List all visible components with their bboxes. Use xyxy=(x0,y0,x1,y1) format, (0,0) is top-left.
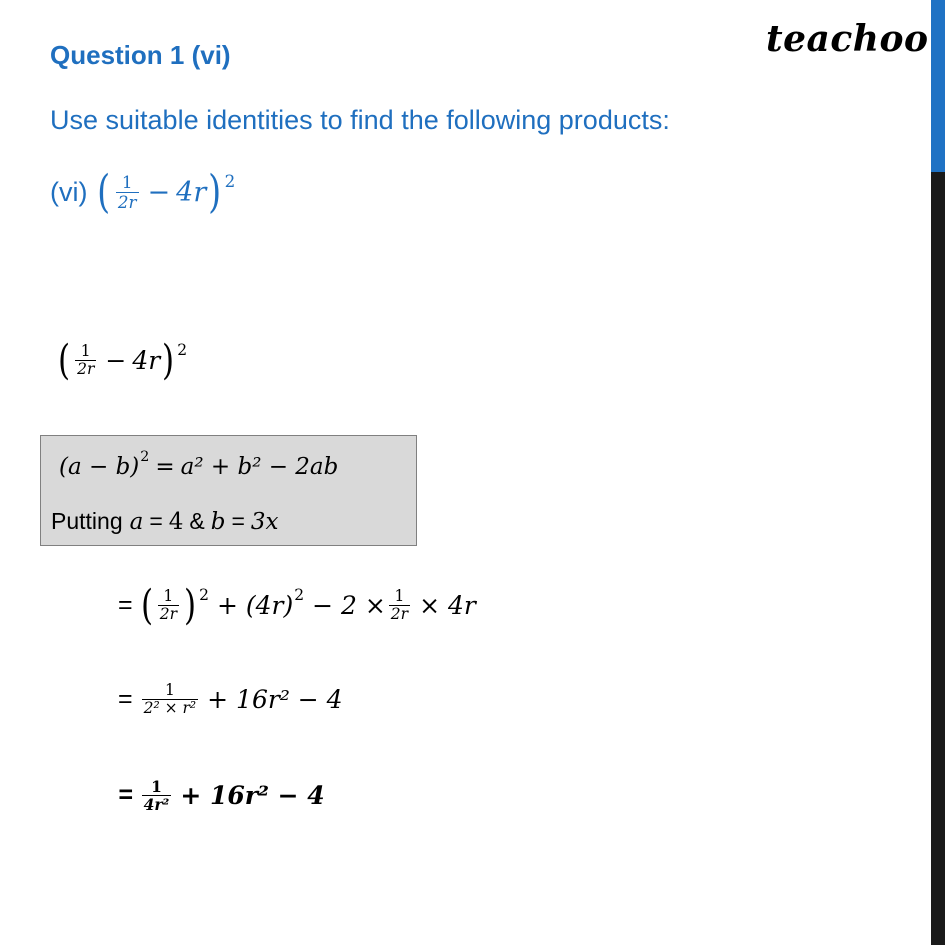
question-title: Question 1 (vi) xyxy=(50,40,231,70)
fraction: $\frac{1}{2r}$ xyxy=(117,172,137,212)
question-instruction: Use suitable identities to find the following products: xyxy=(50,105,670,135)
part-label: (vi) xyxy=(50,176,88,207)
fraction: $\frac{1}{\text{2² × r²}}$ xyxy=(143,681,197,718)
fraction: $\frac{1}{2r}$ xyxy=(159,587,177,624)
identity-box xyxy=(40,435,417,546)
sidebar-accent xyxy=(931,0,945,172)
identity-formula: (a − b) 2 = a² + b² − 2ab xyxy=(59,449,339,480)
fraction: $\frac{1}{2r}$ xyxy=(390,587,409,624)
right-paren: ) xyxy=(208,166,222,218)
solution-step-2: = $\frac{1}{\text{2² × r²}}$ + 16r² − 4 xyxy=(118,681,343,718)
putting-values: Putting a = 4 & b = 3x xyxy=(51,508,279,535)
fraction: $\frac{1}{2r}$ xyxy=(77,342,95,379)
left-paren: ( xyxy=(97,166,111,218)
given-expression: ( $\frac{1}{2r}$ − 4r ) 2 xyxy=(58,336,188,384)
fraction: $\frac{1}{\text{4r²}}$ xyxy=(143,777,170,815)
part-expression: ( $\frac{1}{2r}$ − 4r ) 2 xyxy=(97,166,236,218)
solution-step-1: = ( $\frac{1}{2r}$ ) 2 + (4r) 2 − 2 × $\frac{1}{2r}$ × 4r xyxy=(118,581,476,629)
question-part xyxy=(50,166,236,218)
final-answer: = $\frac{1}{\text{4r²}}$ + 16r² − 4 xyxy=(118,777,325,815)
teachoo-logo: teachoo xyxy=(766,18,929,60)
